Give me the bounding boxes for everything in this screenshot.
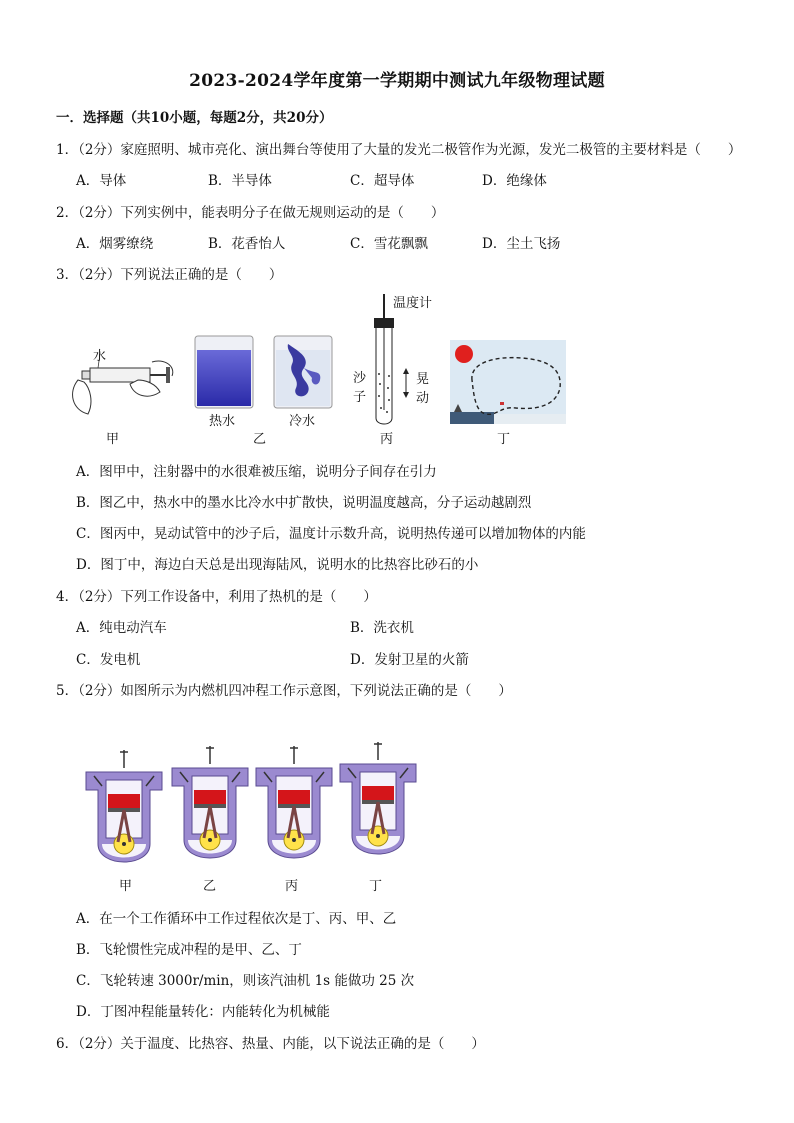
q1-option-a: A．导体 [76,173,127,189]
q5-option-d: D．丁图冲程能量转化：内能转化为机械能 [76,1004,330,1020]
q2-option-c: C．雪花飘飘 [350,236,428,252]
q5-option-a: A．在一个工作循环中工作过程依次是丁、丙、甲、乙 [76,911,397,927]
figure-sea-breeze [450,340,566,424]
q2-option-a: A．烟雾缭绕 [76,236,154,252]
q5-option-b: B．飞轮惯性完成冲程的是甲、乙、丁 [76,942,302,958]
engine-label-bing: 丙 [285,879,299,894]
figure-sand-tube [364,292,424,428]
exam-title: 2023-2024学年度第一学期期中测试九年级物理试题 [189,71,605,91]
label-yi: 乙 [253,432,267,447]
question-3-stem: 3．（2分）下列说法正确的是（ ） [56,267,283,283]
q3-option-a: A．图甲中，注射器中的水很难被压缩，说明分子间存在引力 [76,464,437,480]
figure-diffusion-beakers [192,334,338,410]
label-bing: 丙 [380,432,394,447]
question-6-stem: 6．（2分）关于温度、比热容、热量、内能，以下说法正确的是（ ） [56,1036,485,1052]
q4-option-a: A．纯电动汽车 [76,620,167,636]
q3-option-d: D．图丁中，海边白天总是出现海陆风，说明水的比热容比砂石的小 [76,557,479,573]
label-water: 水 [93,349,107,364]
label-sand-1: 沙 [353,371,367,386]
q1-option-d: D．绝缘体 [482,173,547,189]
label-jia: 甲 [106,432,120,447]
figure-syringe [68,340,178,420]
q5-option-c: C．飞轮转速 3000r/min，则该汽油机 1s 能做功 25 次 [76,973,415,989]
q2-option-b: B．花香怡人 [208,236,286,252]
q4-option-c: C．发电机 [76,652,141,668]
q2-option-d: D．尘土飞扬 [482,236,561,252]
question-4-stem: 4．（2分）下列工作设备中，利用了热机的是（ ） [56,589,377,605]
label-shake-1: 晃 [416,372,430,387]
q4-option-d: D．发射卫星的火箭 [350,652,469,668]
q4-option-b: B．洗衣机 [350,620,414,636]
engine-label-jia: 甲 [119,879,133,894]
q1-option-b: B．半导体 [208,173,272,189]
label-shake-2: 动 [416,391,430,406]
label-cold-water: 冷水 [289,414,316,429]
label-hot-water: 热水 [209,414,236,429]
question-2-stem: 2．（2分）下列实例中，能表明分子在做无规则运动的是（ ） [56,205,445,221]
question-5-stem: 5．（2分）如图所示为内燃机四冲程工作示意图，下列说法正确的是（ ） [56,683,512,699]
label-ding: 丁 [497,432,511,447]
engine-label-yi: 乙 [203,879,217,894]
q3-option-b: B．图乙中，热水中的墨水比冷水中扩散快，说明温度越高，分子运动越剧烈 [76,495,532,511]
q3-option-c: C．图丙中，晃动试管中的沙子后，温度计示数升高，说明热传递可以增加物体的内能 [76,526,586,542]
label-thermometer: 温度计 [393,296,433,311]
label-sand-2: 子 [353,390,367,405]
question-1-stem: 1．（2分）家庭照明、城市亮化、演出舞台等使用了大量的发光二极管作为光源，发光二极管的主要材料是（ ） [56,142,742,158]
engine-label-ding: 丁 [369,879,383,894]
figure-engine-strokes [84,742,424,872]
section-heading: 一．选择题（共10小题，每题2分，共20分） [56,110,333,126]
q1-option-c: C．超导体 [350,173,415,189]
